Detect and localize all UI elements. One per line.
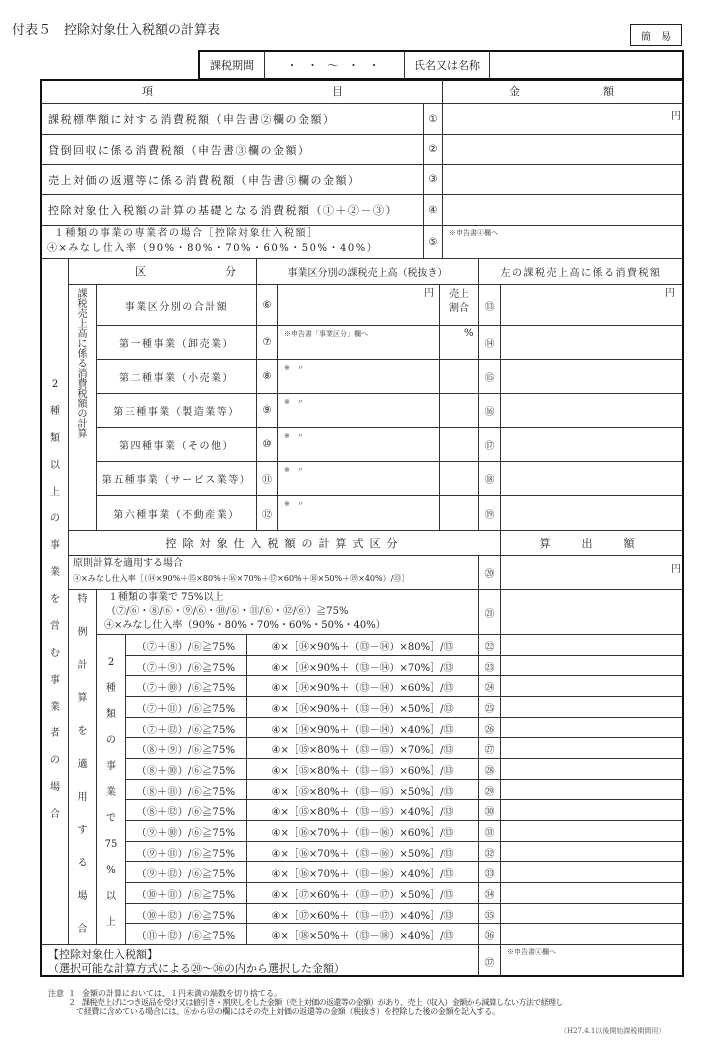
side-sales-char: 消 xyxy=(77,369,88,380)
side-outer-char: 2 xyxy=(51,379,59,390)
two-row-11-formula: ④×［⑯×70%＋（⑬－⑯）×40%］/⑬ xyxy=(271,868,454,880)
business-row-1-tax-number: ⑭ xyxy=(484,339,495,350)
principle-amount[interactable] xyxy=(502,570,682,588)
business-row-1-sales[interactable] xyxy=(279,343,438,357)
business-row-3-sales[interactable] xyxy=(279,411,438,425)
business-row-4-tax-number: ⑰ xyxy=(484,441,495,452)
two-row-7-condition: （⑧＋⑪）/⑥≧75% xyxy=(136,786,236,798)
two-row-5-formula: ④×［⑮×80%＋（⑬－⑮）×70%］/⑬ xyxy=(271,744,454,756)
two-row-7-amount[interactable] xyxy=(502,782,682,798)
business-row-6-ratio[interactable] xyxy=(441,514,477,528)
two-business-char: 以 xyxy=(106,891,116,902)
side-sales-char: 計 xyxy=(77,419,88,430)
two-row-7-number: ㉙ xyxy=(484,786,495,798)
percent-unit: % xyxy=(464,328,474,339)
two-row-5-amount[interactable] xyxy=(502,740,682,756)
row-4-number: ④ xyxy=(428,204,438,216)
two-row-0-number: ㉒ xyxy=(484,641,495,653)
business-row-2-number: ⑧ xyxy=(262,371,272,382)
business-header-category: 区 分 xyxy=(135,265,236,278)
side-sales-char: 費 xyxy=(77,379,88,390)
business-row-0-tax[interactable] xyxy=(502,309,682,323)
side-outer-char: 業 xyxy=(50,701,60,713)
business-row-5-tax[interactable] xyxy=(502,479,682,493)
note-1-text: 金額の計算においては、１円未満の端数を切り捨てる。 xyxy=(82,989,282,998)
special-char: を xyxy=(77,726,88,737)
two-row-13-amount[interactable] xyxy=(502,906,682,922)
business-row-6-tax[interactable] xyxy=(502,514,682,528)
side-outer-char: 事 xyxy=(50,540,60,552)
side-outer-char: 上 xyxy=(50,486,60,498)
name-label: 氏名又は名称 xyxy=(414,59,480,72)
two-row-1-number: ㉓ xyxy=(484,662,495,674)
two-row-14-condition: （⑪＋⑫）/⑥≧75% xyxy=(136,930,236,942)
yen-unit: 円 xyxy=(671,564,681,575)
row-4-label: 控除対象仕入税額の計算の基礎となる消費税額（①＋②－③） xyxy=(48,204,398,217)
principle-calc-label: 原則計算を適用する場合 ④×みなし仕入率［（⑭×90%＋⑮×80%＋⑯×70%＋⑰×60%＋⑱×50%＋⑲×40%）/⑬］ xyxy=(73,558,410,583)
principle-number: ⑳ xyxy=(484,569,495,580)
business-row-2-tax-number: ⑮ xyxy=(484,373,495,384)
row-3-label: 売上対価の返還等に係る消費税額（申告書⑤欄の金額） xyxy=(48,173,361,187)
business-row-5-note: ※ 〃 xyxy=(284,466,304,474)
two-row-10-formula: ④×［⑯×70%＋（⑬－⑯）×50%］/⑬ xyxy=(271,848,454,860)
side-outer-char: 者 xyxy=(50,728,60,740)
two-business-char: 業 xyxy=(106,787,116,798)
two-row-2-formula: ④×［⑭×90%＋（⑬－⑭）×60%］/⑬ xyxy=(271,682,454,694)
side-sales-char: の xyxy=(77,409,88,420)
side-sales-char: 上 xyxy=(77,319,88,330)
business-row-2-ratio[interactable] xyxy=(441,377,477,391)
row-1-label: 課税標準額に対する消費税額（申告書②欄の金額） xyxy=(48,113,336,126)
final-note: ※申告書④欄へ xyxy=(507,948,556,956)
two-business-char: の xyxy=(106,735,116,746)
two-row-8-condition: （⑧＋⑫）/⑥≧75% xyxy=(136,806,236,818)
business-row-3-ratio[interactable] xyxy=(441,411,477,425)
row-2-number: ② xyxy=(428,144,438,155)
two-row-0-condition: （⑦＋⑧）/⑥≧75% xyxy=(136,641,236,653)
business-row-5-tax-number: ⑱ xyxy=(484,475,495,486)
two-row-14-amount[interactable] xyxy=(502,926,682,942)
row-3-number: ③ xyxy=(428,174,438,185)
two-row-6-number: ㉘ xyxy=(484,765,495,777)
two-row-4-formula: ④×［⑭×90%＋（⑬－⑭）×40%］/⑬ xyxy=(271,724,454,736)
side-outer-char: 事 xyxy=(50,674,60,686)
two-row-9-number: ㉛ xyxy=(484,827,495,839)
yen-unit: 円 xyxy=(671,111,681,122)
column-header-item: 項 目 xyxy=(142,85,343,98)
business-row-3-number: ⑨ xyxy=(262,405,272,416)
special-char: る xyxy=(77,858,88,869)
two-row-13-formula: ④×［⑰×60%＋（⑬－⑰）×40%］/⑬ xyxy=(271,910,454,922)
two-row-12-condition: （⑩＋⑪）/⑥≧75% xyxy=(136,889,236,901)
two-row-13-condition: （⑩＋⑫）/⑥≧75% xyxy=(136,910,236,922)
note-2-text: 課税売上げにつき返品を受け又は値引き・割戻しをした金額（売上対価の返還等の金額）があり、売上（収入）金額から減算しない方法で経理し xyxy=(82,998,563,1007)
special-char: す xyxy=(77,825,88,836)
side-sales-char: 額 xyxy=(77,399,88,410)
two-row-12-formula: ④×［⑰×60%＋（⑬－⑰）×50%］/⑬ xyxy=(271,889,454,901)
business-row-4-number: ⑩ xyxy=(262,439,272,450)
two-row-14-formula: ④×［⑱×50%＋（⑬－⑱）×40%］/⑬ xyxy=(271,930,454,942)
side-outer-char: 以 xyxy=(50,459,60,471)
business-row-1-label: 第一種事業（卸売業） xyxy=(119,339,234,350)
row-1-amount[interactable] xyxy=(444,106,682,132)
two-row-11-condition: （⑨＋⑫）/⑥≧75% xyxy=(136,868,236,880)
business-row-6-sales[interactable] xyxy=(279,514,438,528)
row-3-amount[interactable] xyxy=(444,167,682,192)
two-row-1-amount[interactable] xyxy=(502,658,682,674)
two-row-2-amount[interactable] xyxy=(502,678,682,694)
form-title: 付表５ 控除対象仕入税額の計算表 xyxy=(12,23,221,38)
ratio-label-line1: 売上 xyxy=(449,289,469,300)
side-outer-char: の xyxy=(50,755,60,767)
side-outer-char: 業 xyxy=(50,567,60,579)
single-business-label: １種類の事業で 75%以上 （⑦/⑥・⑧/⑥・⑨/⑥・⑩/⑥・⑪/⑥・⑫/⑥）≧75% ④×みなし仕入率（90%・80%・70%・60%・50%・40%） xyxy=(104,592,386,631)
business-row-4-sales[interactable] xyxy=(279,445,438,459)
business-header-sales: 事業区分別の課税売上高（税抜き） xyxy=(287,268,448,279)
two-row-8-number: ㉚ xyxy=(484,806,495,818)
business-row-3-note: ※ 〃 xyxy=(284,398,304,406)
row-4-amount[interactable] xyxy=(444,197,682,223)
side-sales-char: 税 xyxy=(77,299,88,310)
two-row-3-amount[interactable] xyxy=(502,699,682,715)
business-row-5-ratio[interactable] xyxy=(441,479,477,493)
business-row-0-label: 事業区分別の合計額 xyxy=(124,301,229,313)
row-5-note: ※申告書④欄へ xyxy=(449,229,498,237)
note-1-number: １ xyxy=(68,989,76,998)
business-row-6-number: ⑫ xyxy=(262,509,272,521)
two-row-4-number: ㉖ xyxy=(484,724,495,736)
business-row-0-sales[interactable] xyxy=(279,309,438,323)
two-row-13-number: ㉟ xyxy=(484,910,495,922)
side-outer-char: 合 xyxy=(50,809,60,820)
row-5-number: ⑤ xyxy=(428,236,438,248)
business-row-0-tax-number: ⑬ xyxy=(484,301,495,313)
business-row-1-ratio[interactable] xyxy=(441,343,477,357)
two-row-12-amount[interactable] xyxy=(502,885,682,901)
side-outer-char: の xyxy=(50,513,60,525)
two-row-9-amount[interactable] xyxy=(502,823,682,839)
final-amount[interactable] xyxy=(502,960,682,976)
calc-header-amount: 算 出 額 xyxy=(539,537,645,550)
side-label-two-business xyxy=(97,658,125,928)
business-row-1-tax[interactable] xyxy=(502,343,682,357)
business-row-4-tax[interactable] xyxy=(502,445,682,459)
business-row-2-note: ※ 〃 xyxy=(284,364,304,372)
row-5-label: １種類の事業の専業者の場合［控除対象仕入税額］ ④×みなし仕入率（90%・80%・70%・60%・50%・40%） xyxy=(47,228,379,254)
business-row-6-label: 第六種事業（不動産業） xyxy=(113,509,240,521)
side-outer-char: 営 xyxy=(50,620,60,632)
form-version: （H27.4.1以後開始課税期間用） xyxy=(560,1027,666,1035)
two-business-char: 上 xyxy=(106,917,116,928)
special-char: 合 xyxy=(77,924,88,935)
calc-header-formula: 控除対象仕入税額の計算式区分 xyxy=(165,537,404,550)
single-number: ㉑ xyxy=(484,608,495,620)
two-business-char: 2 xyxy=(107,657,115,668)
side-sales-char: 売 xyxy=(77,309,88,320)
single-amount[interactable] xyxy=(502,600,682,626)
ratio-label-line2: 割合 xyxy=(449,303,469,314)
period-field[interactable]: ・ ・ 〜 ・ ・ xyxy=(286,59,383,72)
two-business-char: 75 xyxy=(104,839,118,850)
special-char: 適 xyxy=(77,759,88,770)
row-2-label: 貸倒回収に係る消費税額（申告書③欄の金額） xyxy=(48,143,311,157)
business-row-6-note: ※ 〃 xyxy=(284,500,304,508)
two-business-char: 事 xyxy=(106,761,116,772)
business-row-1-note: ※申告書「事業区分」欄へ xyxy=(284,330,368,338)
side-label-sales-tax-calc xyxy=(69,290,96,510)
special-char: 場 xyxy=(77,891,88,902)
side-sales-char: 課 xyxy=(77,289,88,300)
name-field[interactable] xyxy=(491,52,681,78)
two-row-7-formula: ④×［⑮×80%＋（⑬－⑮）×50%］/⑬ xyxy=(271,786,454,798)
special-char: 算 xyxy=(77,693,88,704)
two-row-12-number: ㉞ xyxy=(484,889,495,901)
two-row-0-amount[interactable] xyxy=(502,637,682,653)
two-row-14-number: ㊱ xyxy=(484,930,495,942)
two-row-9-condition: （⑨＋⑩）/⑥≧75% xyxy=(136,827,236,839)
two-row-8-formula: ④×［⑮×80%＋（⑬－⑮）×40%］/⑬ xyxy=(271,806,454,818)
business-row-3-tax[interactable] xyxy=(502,411,682,425)
business-row-5-label: 第五種事業（サービス業等） xyxy=(101,475,252,486)
side-sales-char: に xyxy=(77,339,88,350)
two-row-3-number: ㉕ xyxy=(484,703,495,715)
business-row-4-label: 第四種事業（その他） xyxy=(119,441,234,452)
two-business-char: で xyxy=(106,813,116,824)
side-sales-char: 係 xyxy=(77,349,88,360)
two-row-11-number: ㉝ xyxy=(484,868,495,880)
row-5-amount[interactable] xyxy=(444,240,682,257)
special-char: 用 xyxy=(77,792,88,803)
business-row-3-tax-number: ⑯ xyxy=(484,407,495,418)
side-outer-char: 場 xyxy=(50,782,60,794)
two-row-8-amount[interactable] xyxy=(502,802,682,818)
two-row-1-formula: ④×［⑭×90%＋（⑬－⑭）×70%］/⑬ xyxy=(271,662,454,674)
side-sales-char: 税 xyxy=(77,389,88,400)
two-row-10-amount[interactable] xyxy=(502,844,682,860)
two-row-3-condition: （⑦＋⑪）/⑥≧75% xyxy=(136,703,236,715)
two-row-2-number: ㉔ xyxy=(484,682,495,694)
two-row-4-condition: （⑦＋⑫）/⑥≧75% xyxy=(136,724,236,736)
business-row-6-tax-number: ⑲ xyxy=(484,509,495,521)
note-2-text-cont: て経費に含めている場合には、⑥から⑫の欄にはその売上対価の返還等の金額（税抜き）を控除した後の金額を記入する。 xyxy=(76,1007,500,1016)
final-deduction-label: 【控除対象仕入税額】 （選択可能な計算方式による⑳〜㊱の内から選択した金額） xyxy=(48,948,345,975)
business-row-2-tax[interactable] xyxy=(502,377,682,391)
special-char: 計 xyxy=(77,660,88,671)
two-row-3-formula: ④×［⑭×90%＋（⑬－⑭）×50%］/⑬ xyxy=(271,703,454,715)
business-header-tax: 左の課税売上高に係る消費税額 xyxy=(500,268,662,279)
yen-unit: 円 xyxy=(424,288,434,299)
row-2-amount[interactable] xyxy=(444,137,682,162)
two-row-10-number: ㉜ xyxy=(484,848,495,860)
simplified-badge: 簡 易 xyxy=(630,24,682,46)
two-row-5-number: ㉗ xyxy=(484,744,495,756)
business-row-2-sales[interactable] xyxy=(279,377,438,391)
two-row-6-amount[interactable] xyxy=(502,761,682,777)
two-row-0-formula: ④×［⑭×90%＋（⑬－⑭）×80%］/⑬ xyxy=(271,641,454,653)
business-row-4-note: ※ 〃 xyxy=(284,432,304,440)
two-row-4-amount[interactable] xyxy=(502,720,682,736)
two-row-6-condition: （⑧＋⑩）/⑥≧75% xyxy=(136,765,236,777)
side-outer-char: 類 xyxy=(50,432,60,444)
two-row-2-condition: （⑦＋⑩）/⑥≧75% xyxy=(136,682,236,694)
two-business-char: % xyxy=(106,865,116,876)
two-row-1-condition: （⑦＋⑨）/⑥≧75% xyxy=(136,662,236,674)
business-row-1-number: ⑦ xyxy=(262,337,272,348)
business-row-0-number: ⑥ xyxy=(262,299,272,311)
special-char: 特 xyxy=(77,594,88,605)
side-outer-char: を xyxy=(50,594,60,605)
side-sales-char: 高 xyxy=(77,329,88,340)
business-row-5-number: ⑪ xyxy=(262,475,272,486)
note-2-number: ２ xyxy=(68,998,76,1007)
two-row-11-amount[interactable] xyxy=(502,864,682,880)
side-outer-char: む xyxy=(50,647,60,659)
business-row-5-sales[interactable] xyxy=(279,479,438,493)
two-row-9-formula: ④×［⑯×70%＋（⑬－⑯）×60%］/⑬ xyxy=(271,827,454,839)
period-label: 課税期間 xyxy=(210,59,254,72)
side-outer-char: 種 xyxy=(50,405,60,417)
yen-unit: 円 xyxy=(665,288,675,299)
final-number: ㊲ xyxy=(484,957,495,969)
two-row-5-condition: （⑧＋⑨）/⑥≧75% xyxy=(136,744,236,756)
business-row-2-label: 第二種事業（小売業） xyxy=(119,373,234,384)
two-row-10-condition: （⑨＋⑪）/⑥≧75% xyxy=(136,848,236,860)
side-sales-char: る xyxy=(77,359,88,370)
side-label-two-or-more-businesses xyxy=(42,380,68,820)
side-label-special-calc xyxy=(69,595,96,935)
column-header-amount: 金 額 xyxy=(509,85,614,98)
notes-prefix: 注意 xyxy=(48,989,64,998)
row-1-number: ① xyxy=(428,113,438,125)
business-row-3-label: 第三種事業（製造業等） xyxy=(113,407,240,418)
business-row-4-ratio[interactable] xyxy=(441,445,477,459)
two-business-char: 種 xyxy=(106,683,116,694)
two-business-char: 類 xyxy=(106,709,116,720)
side-sales-char: 算 xyxy=(77,429,88,440)
special-char: 例 xyxy=(77,627,88,638)
two-row-6-formula: ④×［⑮×80%＋（⑬－⑮）×60%］/⑬ xyxy=(271,765,454,777)
